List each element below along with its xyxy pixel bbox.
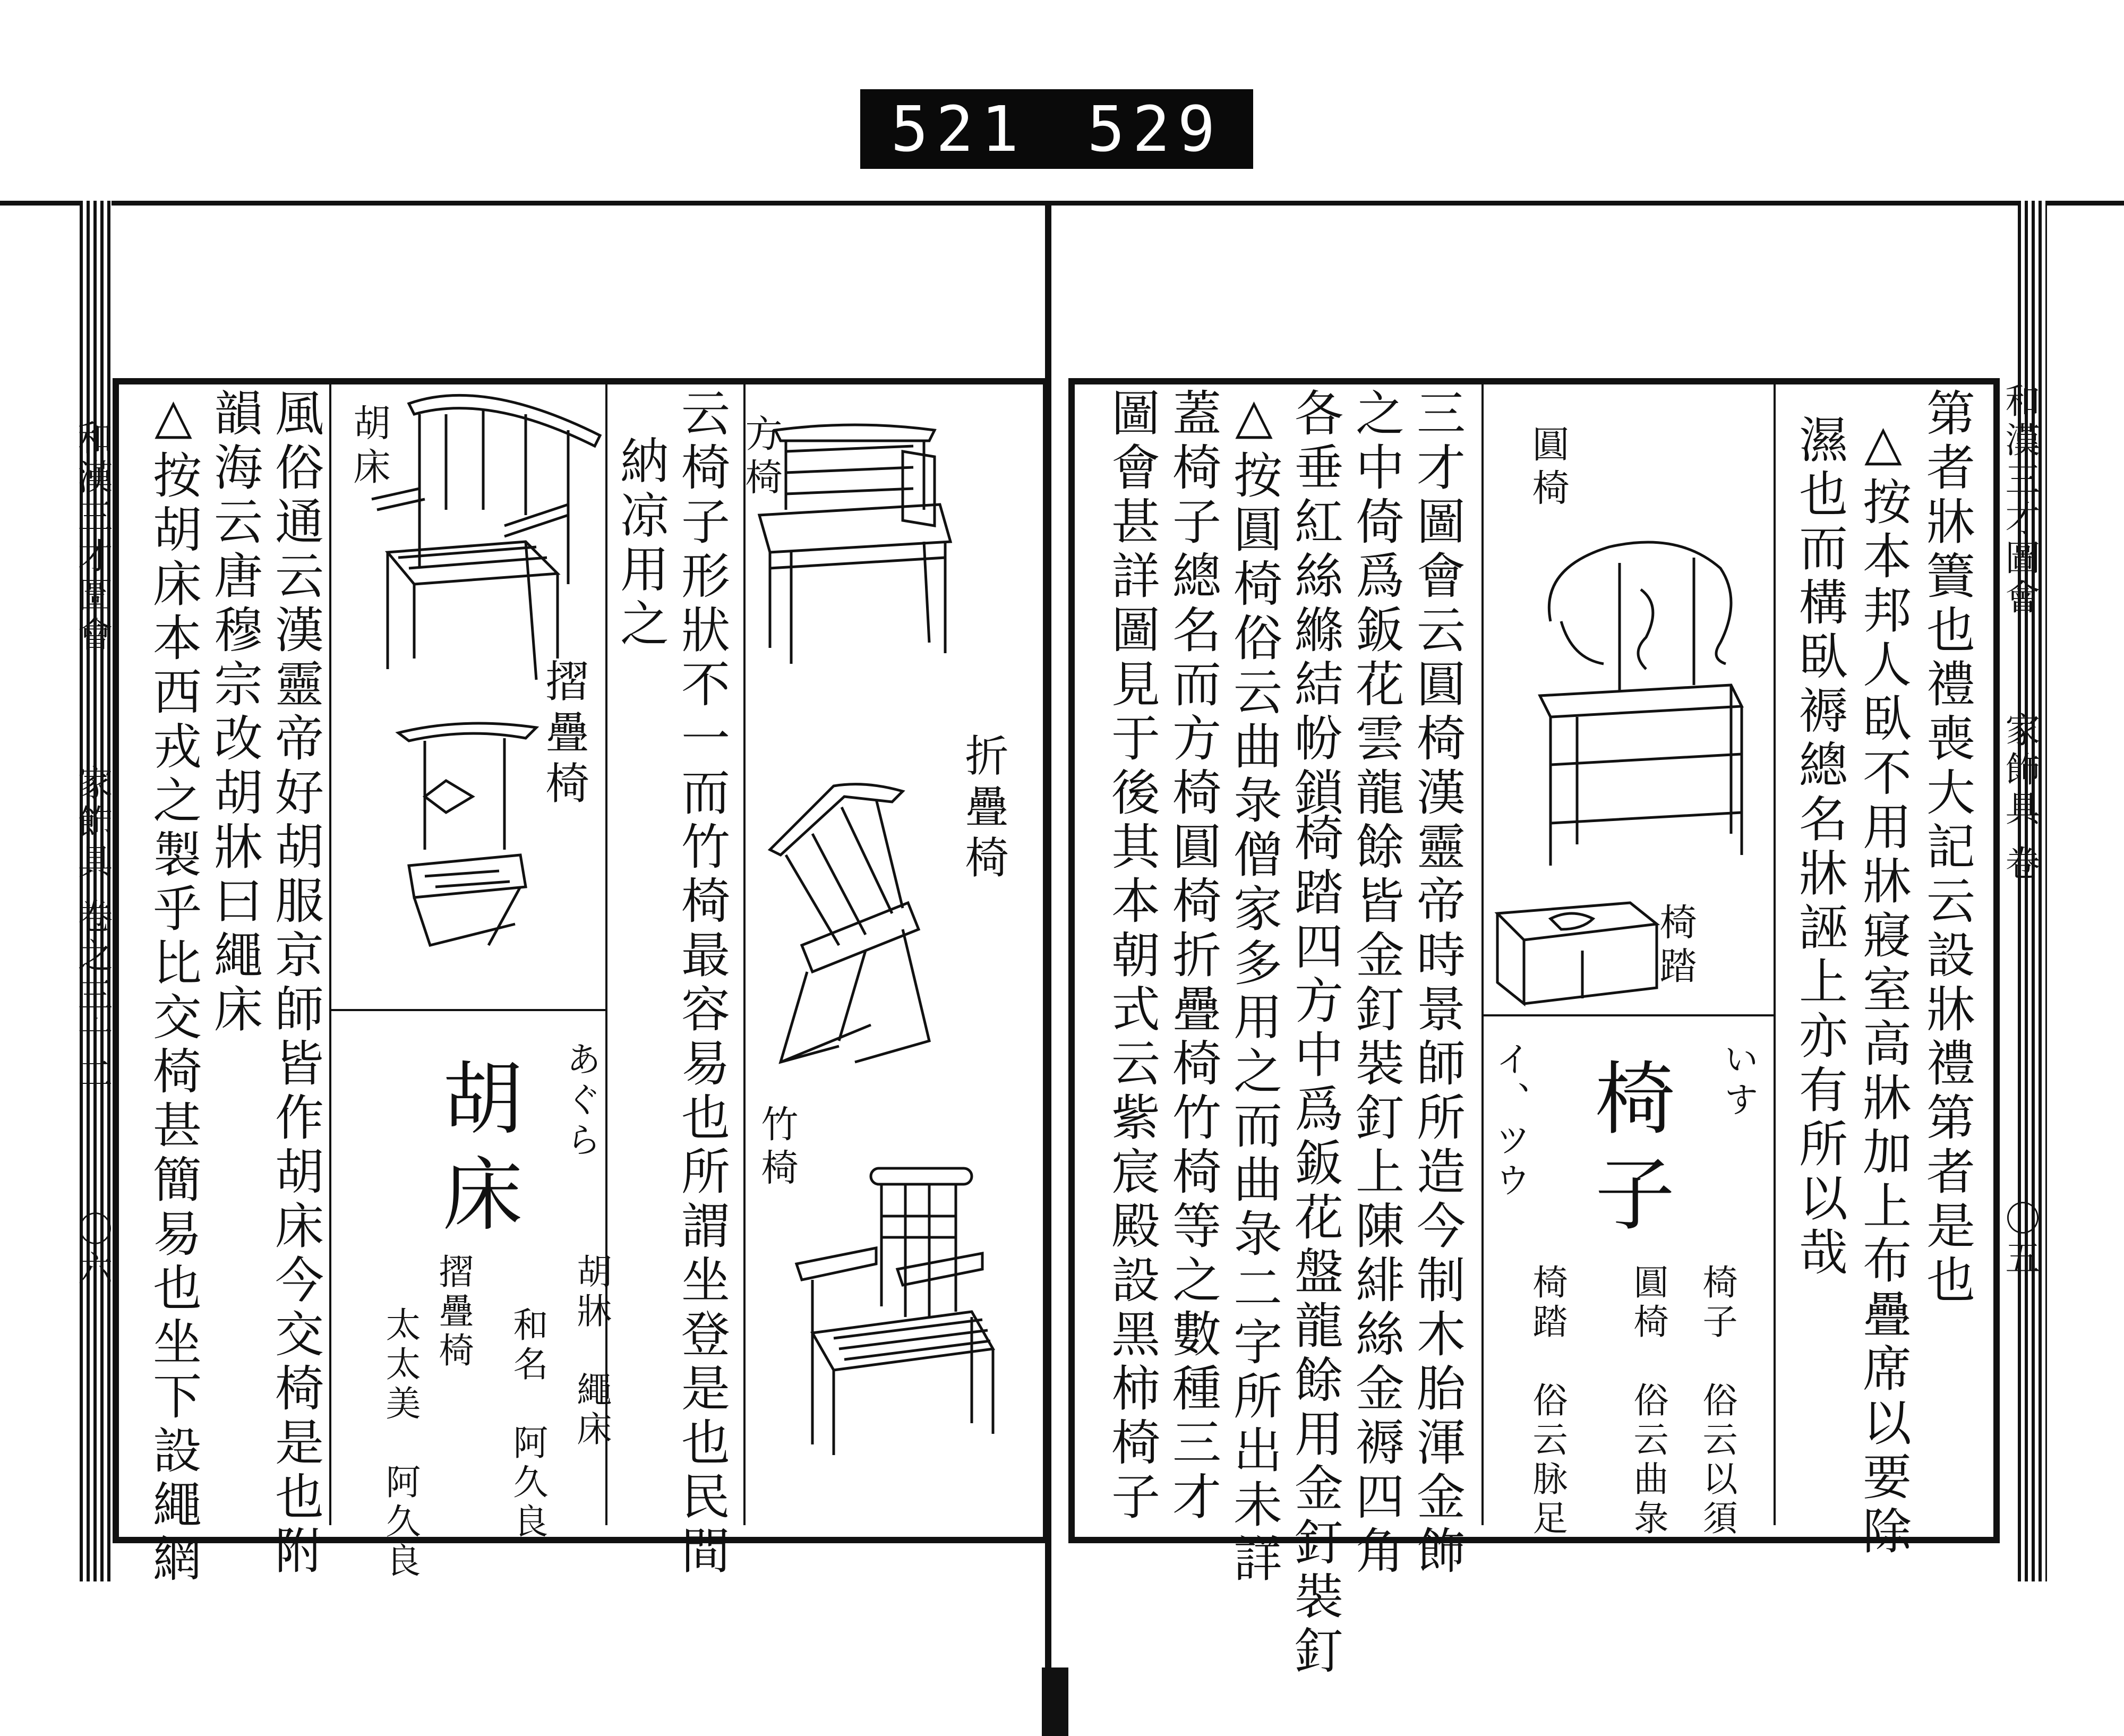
yi-zi-kana-left: イ、ツウ <box>1489 1041 1530 1202</box>
hu-chuang-kana: あぐら <box>560 1041 601 1162</box>
gutter-tab <box>1042 1667 1068 1736</box>
zhedie-yi-2-illustration <box>393 717 542 951</box>
left-page-folio: 〇六 <box>72 1211 113 1289</box>
archive-label <box>860 89 1253 169</box>
left-body-col-1: 風俗通云漢靈帝好胡服京師皆作胡床今交椅是也附 <box>267 388 324 1579</box>
yi-zi-synonym-3: 椅踏 俗云脉足 <box>1527 1264 1568 1539</box>
right-body-col-6: 蓋椅子總名而方椅圓椅折疊椅竹椅等之數種三才 <box>1164 388 1221 1525</box>
right-page-folio: 〇五 <box>1999 1200 2040 1279</box>
left-body-col-3: △按胡床本西戎之製乎比交椅甚簡易也坐下設繩網 <box>145 388 202 1587</box>
label-zhu-yi: 竹椅 <box>755 1105 799 1192</box>
right-page-chapter: 家飾具 卷 <box>1999 712 2040 884</box>
hu-chuang-synonym-2: 和名 阿久良 <box>507 1306 548 1542</box>
label-yi-ta: 椅踏 <box>1654 903 1697 990</box>
label-hu-chuang-figure: 胡床 <box>347 404 391 491</box>
yi-zi-title: 椅子 <box>1581 1057 1674 1248</box>
right-divider-vertical-1 <box>1774 384 1776 1525</box>
label-fang-yi: 方椅 <box>739 414 783 501</box>
zhedie-yi-illustration <box>749 775 950 1073</box>
right-body-col-1: 三才圖會云圓椅漢靈帝時景師所造今制木胎渾金飾 <box>1409 388 1466 1579</box>
right-divider-horizontal <box>1481 1014 1774 1016</box>
hu-chuang-synonym-4: 太太美 阿久良 <box>380 1306 421 1581</box>
right-top-col-3: 濕也而構臥褥總名牀誣上亦有所以哉 <box>1791 414 1848 1281</box>
yi-zi-kana-right: いす <box>1718 1041 1759 1122</box>
left-divider-horizontal <box>329 1009 605 1011</box>
yi-ta-illustration <box>1492 892 1662 1009</box>
label-right-number: 529 <box>1087 92 1223 166</box>
yi-zi-synonym-1: 椅子 俗云以須 <box>1697 1264 1737 1539</box>
zhu-yi-illustration <box>791 1158 1004 1455</box>
left-divider-vertical-3 <box>329 384 331 1525</box>
left-text-col-1: 云椅子形狀不一而竹椅最容易也所謂坐登是也民間 <box>673 388 730 1579</box>
right-body-col-4: 椅踏四方中爲鈑花盤龍餘用金釘裝釘 <box>1287 813 1343 1679</box>
hu-chuang-synonym-1: 胡牀 繩床 <box>571 1253 612 1450</box>
label-zhedie-yi-2: 摺疊椅 <box>538 659 589 811</box>
left-divider-vertical-2 <box>743 384 746 1525</box>
right-body-col-3: 各垂紅絲縧結帉鎖 <box>1287 388 1343 821</box>
yi-zi-synonym-2: 圓椅 俗云曲彔 <box>1628 1264 1668 1539</box>
right-body-col-2: 之中倚爲鈑花雲龍餘皆金釘裝釘上陳緋絲金褥四角 <box>1348 388 1404 1579</box>
hu-chuang-synonym-3: 摺疊椅 <box>433 1253 474 1371</box>
label-zhedie-yi: 折疊椅 <box>958 733 1008 886</box>
right-top-col-2: △按本邦人臥不用牀寢室高牀加上布疊席以要除 <box>1855 414 1912 1560</box>
right-top-col-1: 第者牀簀也禮喪大記云設牀禮第者是也 <box>1919 388 1975 1309</box>
hu-chuang-title: 胡床 <box>429 1057 521 1248</box>
right-body-col-7: 圖會甚詳圖見于後其本朝式云紫宸殿設黑柿椅子 <box>1103 388 1160 1525</box>
hu-chuang-illustration <box>366 382 611 680</box>
right-body-col-5: △按圓椅俗云曲彔僧家多用之而曲彔二字所出未詳 <box>1226 388 1282 1587</box>
fang-yi-illustration <box>754 420 956 674</box>
left-body-col-2: 韻海云唐穆宗改胡牀曰繩床 <box>206 388 263 1038</box>
left-page-header: 和漢三才圖會 <box>72 420 113 655</box>
book-top-edge <box>0 201 2124 206</box>
label-left-number: 521 <box>890 92 1026 166</box>
left-text-col-2: 納凉用之 <box>612 435 669 652</box>
right-divider-vertical-2 <box>1481 384 1484 1525</box>
right-page-header: 和漢三才圖會 <box>1999 382 2040 618</box>
yuan-yi-illustration <box>1529 526 1752 871</box>
label-yuan-yi: 圓椅 <box>1526 425 1570 512</box>
left-page-chapter: 家飾具 卷之三十二 <box>72 765 113 1094</box>
